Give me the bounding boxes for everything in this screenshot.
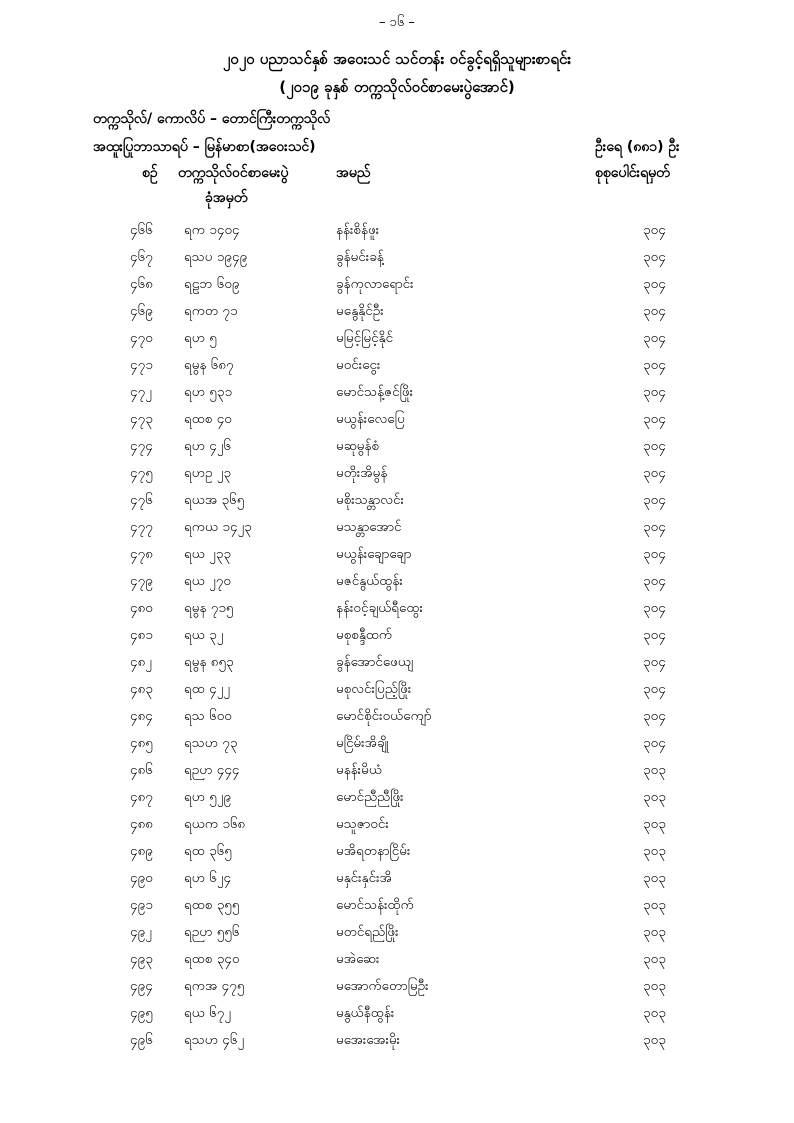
row-serial: ၄၆၆ <box>130 222 153 238</box>
row-serial: ၄၇၂ <box>130 384 152 400</box>
row-roll-number: ရဟ ၅၃၁ <box>184 384 233 400</box>
row-name: မနွေနိုင်ဦး <box>336 303 384 319</box>
row-name: နန်းဝင့်ချယ်ရီထွေး <box>336 600 423 616</box>
row-score: ၃၀၄ <box>643 708 666 724</box>
table-row <box>0 518 794 545</box>
row-name: မဇင်နွယ်ထွန်း <box>336 573 403 589</box>
row-score: ၃၀၄ <box>643 546 666 562</box>
row-serial: ၄၉၃ <box>130 951 153 967</box>
row-roll-number: ရသပ ၁၉၄၉ <box>184 249 248 265</box>
row-serial: ၄၇၀ <box>130 330 153 346</box>
row-roll-number: ရဟ ၄၂၆ <box>184 438 232 454</box>
row-score: ၃၀၄ <box>643 330 666 346</box>
table-row <box>0 734 794 761</box>
table-row <box>0 383 794 410</box>
row-score: ၃၀၄ <box>643 303 666 319</box>
row-score: ၃၀၃ <box>643 1005 666 1021</box>
row-roll-number: ရမွန ၇၁၅ <box>184 600 234 616</box>
row-roll-number: ရထစ ၃၅၅ <box>184 897 240 913</box>
row-roll-number: ရသ ၆၀၀ <box>184 708 232 724</box>
row-name: မောင်စိုင်းဝယ်ကျော် <box>336 708 432 724</box>
row-score: ၃၀၃ <box>643 762 666 778</box>
row-roll-number: ရကအ ၄၇၅ <box>184 978 245 994</box>
row-name: မအိရတနာငြိမ်း <box>336 843 411 859</box>
row-name: မနှင်းနှင်းအိ <box>336 870 392 886</box>
table-row <box>0 788 794 815</box>
table-row <box>0 491 794 518</box>
row-name: မောင်ညီညီဖြိုး <box>336 789 404 805</box>
row-score: ၃၀၄ <box>643 384 666 400</box>
row-roll-number: ရဟဥ ၂၃ <box>184 465 231 481</box>
row-name: မစုလင်းပြည့်ဖြိုး <box>336 681 412 697</box>
row-serial: ၄၇၇ <box>130 519 153 535</box>
row-name: မအောက်တောမြဦး <box>336 978 429 994</box>
row-name: မဝင်းငွေး <box>336 357 381 373</box>
row-score: ၃၀၃ <box>643 924 666 940</box>
table-row <box>0 950 794 977</box>
row-serial: ၄၉၁ <box>130 897 153 913</box>
row-name: မယွန်းချောချော <box>336 546 412 562</box>
total-count: ဦးရေ (၈၈၁) ဦး <box>595 139 680 155</box>
page-number: – ၁၆ – <box>379 15 415 30</box>
table-row <box>0 572 794 599</box>
row-serial: ၄၇၅ <box>130 465 153 481</box>
row-serial: ၄၇၈ <box>130 546 153 562</box>
row-roll-number: ရယ ၆၇၂ <box>184 1005 231 1021</box>
row-score: ၃၀၃ <box>643 843 666 859</box>
row-score: ၃၀၃ <box>643 816 666 832</box>
table-row <box>0 869 794 896</box>
row-serial: ၄၉၆ <box>130 1032 153 1048</box>
row-name: မမြင့်မြင့်နိုင် <box>336 330 394 346</box>
row-roll-number: ရမွန ၈၅၃ <box>184 654 234 670</box>
row-serial: ၄၈၈ <box>130 816 154 832</box>
row-serial: ၄၇၁ <box>130 357 153 373</box>
row-roll-number: ရသဟ ၇၃ <box>184 735 238 751</box>
subject-line: အထူးပြုဘာသာရပ် – မြန်မာစာ(အဝေးသင်) <box>93 139 316 155</box>
results-list <box>0 221 794 1058</box>
row-roll-number: ရမွန ၆၈၇ <box>184 357 234 373</box>
row-roll-number: ရဟ ၅၂၉ <box>184 789 232 805</box>
row-score: ၃၀၄ <box>643 222 666 238</box>
row-name: မငြိမ်းအိချို <box>336 735 389 751</box>
row-score: ၃၀၄ <box>643 492 666 508</box>
row-name: ခွန်မင်းခန့် <box>336 249 384 265</box>
row-roll-number: ရယက ၁၆၈ <box>184 816 246 832</box>
header-roll-number: တက္ကသိုလ်ဝင်စာမေးပွဲ <box>178 165 289 181</box>
row-name: မသန္တာအောင် <box>336 519 402 535</box>
row-roll-number: ရဉဟ ၅၅၆ <box>184 924 240 940</box>
table-row <box>0 356 794 383</box>
row-score: ၃၀၄ <box>643 465 666 481</box>
row-name: မယွန်းလေပြေ <box>336 411 405 427</box>
table-row <box>0 761 794 788</box>
table-row <box>0 599 794 626</box>
row-roll-number: ရကယ ၁၄၂၃ <box>184 519 252 535</box>
row-roll-number: ရယ ၃၂ <box>184 627 224 643</box>
row-roll-number: ရဉဟ ၄၄၄ <box>184 762 240 778</box>
table-row <box>0 545 794 572</box>
row-name: မောင်သန့်ဇင်ဖြိုး <box>336 384 414 400</box>
table-row <box>0 815 794 842</box>
row-roll-number: ရဟ ၆၂၄ <box>184 870 232 886</box>
row-serial: ၄၇၄ <box>130 438 153 454</box>
table-row <box>0 437 794 464</box>
row-serial: ၄၈၇ <box>130 789 153 805</box>
table-row <box>0 464 794 491</box>
row-serial: ၄၈၆ <box>130 762 153 778</box>
table-row <box>0 302 794 329</box>
row-score: ၃၀၃ <box>643 789 666 805</box>
row-roll-number: ရဠဘ ၆၀၉ <box>184 276 240 292</box>
row-score: ၃၀၃ <box>643 1032 666 1048</box>
row-score: ၃၀၄ <box>643 681 666 697</box>
row-name: ခွန်ကုလာရောင်း <box>336 276 414 292</box>
row-score: ၃၀၃ <box>643 870 666 886</box>
row-serial: ၄၈၂ <box>130 654 152 670</box>
table-row <box>0 275 794 302</box>
row-serial: ၄၇၉ <box>130 573 153 589</box>
header-roll-number-line2: ခုံအမှတ် <box>205 190 248 206</box>
row-name: မတိုးအိမွန် <box>336 465 388 481</box>
row-name: မအဲဆေး <box>336 951 380 967</box>
row-score: ၃၀၄ <box>643 357 666 373</box>
table-row <box>0 896 794 923</box>
row-name: မစိုးသန္တာလင်း <box>336 492 404 508</box>
row-serial: ၄၈၄ <box>130 708 153 724</box>
table-row <box>0 653 794 680</box>
row-serial: ၄၇၆ <box>130 492 153 508</box>
table-row <box>0 1031 794 1058</box>
row-name: နန်းစိန်ဖူး <box>336 222 380 238</box>
row-serial: ၄၉၀ <box>130 870 153 886</box>
row-score: ၃၀၄ <box>643 519 666 535</box>
row-serial: ၄၈၀ <box>130 600 153 616</box>
table-row <box>0 1004 794 1031</box>
table-row <box>0 248 794 275</box>
row-roll-number: ရထစ ၃၄၀ <box>184 951 240 967</box>
row-score: ၃၀၄ <box>643 573 666 589</box>
row-serial: ၄၉၅ <box>130 1005 153 1021</box>
table-row <box>0 626 794 653</box>
row-roll-number: ရယ ၂၃၃ <box>184 546 231 562</box>
row-name: ခွန်အောင်ဖေယျ <box>336 654 414 670</box>
document-title: ၂၀၂၀ ပညာသင်နှစ် အဝေးသင် သင်တန်း ဝင်ခွင့်ရရှိသူများစာရင်း <box>222 50 572 68</box>
row-roll-number: ရကတ ၇၁ <box>184 303 238 319</box>
row-serial: ၄၈၉ <box>130 843 153 859</box>
row-name: မသူဇာဝင်း <box>336 816 389 832</box>
university-line: တက္ကသိုလ်/ ကောလိပ် – တောင်ကြီးတက္ကသိုလ် <box>93 111 331 127</box>
row-name: မတင်ရည်ဖြိုး <box>336 924 399 940</box>
row-score: ၃၀၄ <box>643 654 666 670</box>
row-name: မနွယ်နီထွန်း <box>336 1005 395 1021</box>
row-roll-number: ရယအ ၃၆၅ <box>184 492 245 508</box>
row-roll-number: ရထ ၄၂၂ <box>184 681 230 697</box>
row-roll-number: ရဟ ၅ <box>184 330 217 346</box>
row-name: မဆုမွန်စံ <box>336 438 380 454</box>
document-subtitle: (၂၀၁၉ ခုနှစ် တက္ကသိုလ်ဝင်စာမေးပွဲအောင်) <box>279 78 515 96</box>
table-row <box>0 329 794 356</box>
row-serial: ၄၇၃ <box>130 411 153 427</box>
table-row <box>0 410 794 437</box>
row-score: ၃၀၄ <box>643 735 666 751</box>
row-name: မအေးအေးမိုး <box>336 1032 401 1048</box>
row-name: မနန်းမိယံ <box>336 762 382 778</box>
row-roll-number: ရသဟ ၄၆၂ <box>184 1032 245 1048</box>
row-roll-number: ရက ၁၄၀၄ <box>184 222 240 238</box>
table-row <box>0 977 794 1004</box>
row-serial: ၄၈၃ <box>130 681 153 697</box>
row-serial: ၄၆၇ <box>130 249 153 265</box>
row-serial: ၄၉၄ <box>130 978 153 994</box>
header-name: အမည် <box>336 165 371 181</box>
row-serial: ၄၈၅ <box>130 735 153 751</box>
row-score: ၃၀၄ <box>643 627 666 643</box>
header-serial: စဉ် <box>142 165 158 181</box>
row-serial: ၄၉၂ <box>130 924 152 940</box>
row-score: ၃၀၄ <box>643 438 666 454</box>
header-total-score: စုစုပေါင်းရမှတ် <box>595 165 670 181</box>
table-row <box>0 680 794 707</box>
table-row <box>0 707 794 734</box>
table-row <box>0 842 794 869</box>
row-serial: ၄၆၈ <box>130 276 153 292</box>
row-serial: ၄၆၉ <box>130 303 153 319</box>
table-row <box>0 923 794 950</box>
row-score: ၃၀၃ <box>643 951 666 967</box>
row-roll-number: ရထစ ၄၀ <box>184 411 232 427</box>
table-row <box>0 221 794 248</box>
row-score: ၃၀၄ <box>643 276 666 292</box>
row-score: ၃၀၄ <box>643 600 666 616</box>
row-name: မစုစန္ဒီထက် <box>336 627 393 643</box>
row-score: ၃၀၃ <box>643 978 666 994</box>
row-roll-number: ရယ ၂၇၀ <box>184 573 231 589</box>
row-roll-number: ရထ ၃၆၅ <box>184 843 232 859</box>
row-score: ၃၀၄ <box>643 249 666 265</box>
row-score: ၃၀၄ <box>643 411 666 427</box>
row-score: ၃၀၃ <box>643 897 666 913</box>
row-serial: ၄၈၁ <box>130 627 153 643</box>
row-name: မောင်သန်းထိုက် <box>336 897 414 913</box>
